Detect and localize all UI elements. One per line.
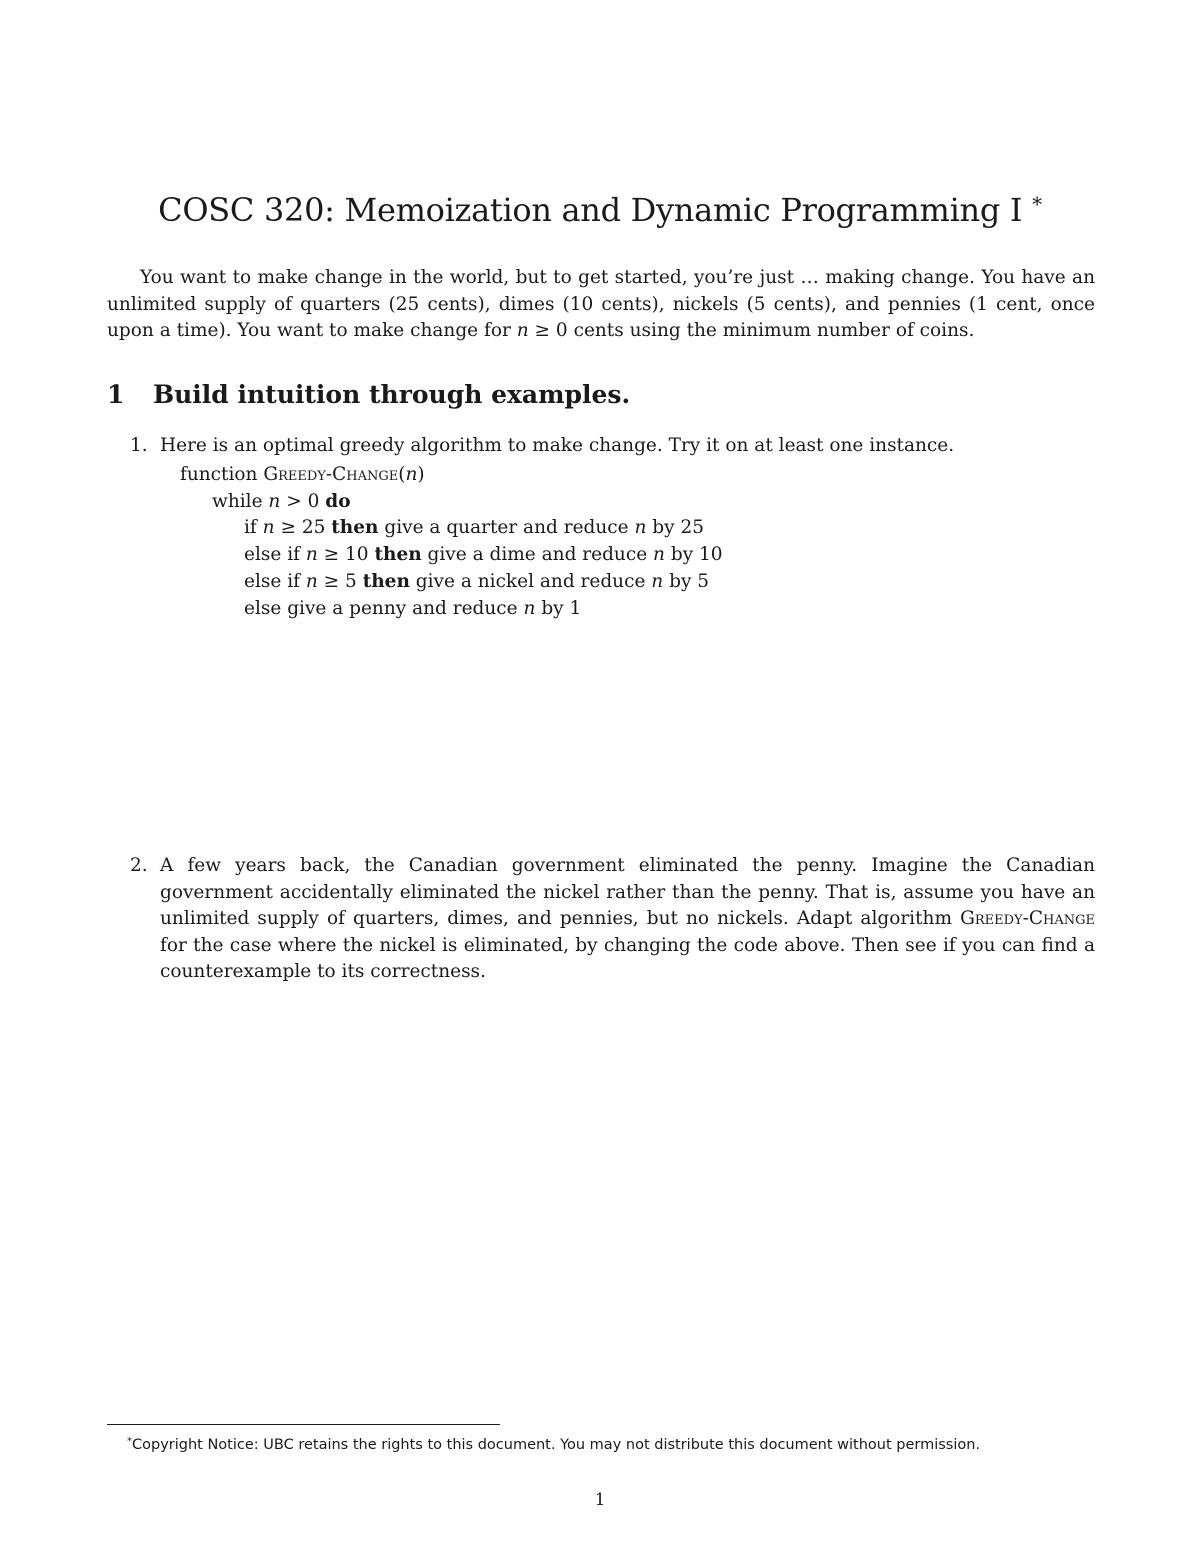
while-condition: > 0 — [280, 490, 326, 512]
cond-var: n — [262, 517, 275, 539]
page-title — [0, 184, 1200, 230]
function-keyword: function — [180, 464, 264, 485]
function-name: Greedy-Change — [263, 464, 399, 485]
item2-algo-name: Greedy-Change — [960, 908, 1095, 929]
section-number: 1 — [107, 380, 125, 409]
list-item-2 — [130, 853, 1095, 986]
list-item-number: 1. — [130, 435, 148, 456]
else-keyword: else — [244, 597, 282, 619]
else-if-keyword: else if — [244, 570, 306, 592]
else-if-keyword: else if — [244, 544, 306, 566]
algo-while-line — [180, 489, 723, 516]
algo-line-quarter — [180, 515, 723, 542]
page-number: 1 — [594, 1490, 606, 1510]
list-item-text: Here is an optimal greedy algorithm to make change. Try it on at least one instance. — [160, 435, 955, 456]
intro-text-2: cents using the minimum number of coins. — [567, 320, 975, 341]
cond-var: n — [305, 544, 318, 566]
list-item-text — [160, 853, 1095, 986]
action-end: by 5 — [663, 570, 710, 592]
action-end: by 25 — [646, 517, 704, 539]
footnote-mark: * — [127, 1436, 132, 1447]
title-footnote-mark: * — [1032, 192, 1042, 216]
while-keyword: while — [212, 490, 269, 512]
algo-line-dime — [180, 542, 723, 569]
action-text: give a quarter and reduce — [378, 517, 635, 539]
action-end: by 10 — [664, 544, 723, 566]
then-keyword: then — [331, 517, 379, 539]
greedy-change-algorithm — [180, 462, 723, 622]
algo-line-nickel — [180, 569, 723, 596]
cond-value: ≥ 25 — [274, 517, 332, 539]
algo-function-line — [180, 462, 723, 489]
action-var: n — [634, 517, 647, 539]
action-var: n — [653, 544, 665, 566]
intro-text-1: You want to make change in the world, but to get started, you’re just … making change. You have an unlimited supply of quarters (25 cents), dimes (10 cents), nickels (5 cents), and pennies (1 cent, once upon a time). You want to make change for — [107, 267, 1095, 341]
intro-inequality: ≥ 0 — [528, 320, 568, 341]
list-item-1 — [130, 433, 1095, 460]
algo-line-penny — [180, 596, 723, 623]
footnote-rule — [107, 1424, 500, 1425]
while-var: n — [268, 490, 281, 512]
cond-value: ≥ 10 — [317, 544, 375, 566]
action-var: n — [651, 570, 664, 592]
then-keyword: then — [374, 544, 422, 566]
section-title: Build intuition through examples. — [153, 380, 631, 409]
footnote — [127, 1432, 980, 1455]
cond-value: ≥ 5 — [317, 570, 363, 592]
footnote-text: Copyright Notice: UBC retains the rights to this document. You may not distribute this document without permission. — [132, 1437, 981, 1453]
intro-paragraph — [107, 265, 1095, 345]
list-item-number: 2. — [130, 855, 148, 876]
cond-var: n — [305, 570, 318, 592]
action-text: give a nickel and reduce — [409, 570, 652, 592]
action-text: give a penny and reduce — [281, 597, 524, 619]
then-keyword: then — [362, 570, 410, 592]
action-var: n — [523, 597, 536, 619]
item2-text-b: for the case where the nickel is eliminated, by changing the code above. Then see if you can find a counterexample to its correctness. — [160, 934, 1095, 982]
item2-text-a: A few years back, the Canadian government eliminated the penny. Imagine the Canadian government accidentally eliminated the nickel rather than the penny. That is, assume you have an unlimited supply of quarters, dimes, and pennies, but no nickels. Adapt algorithm — [160, 855, 1095, 929]
do-keyword: do — [325, 490, 351, 512]
section-heading — [107, 378, 630, 412]
if-keyword: if — [244, 517, 263, 539]
action-text: give a dime and reduce — [421, 544, 654, 566]
param-n: n — [405, 464, 418, 485]
title-text: COSC 320: Memoization and Dynamic Programming I — [158, 191, 1023, 229]
action-end: by 1 — [535, 597, 582, 619]
intro-var-n: n — [516, 320, 529, 341]
param-open: ( — [398, 464, 406, 485]
param-close: ) — [417, 464, 425, 485]
